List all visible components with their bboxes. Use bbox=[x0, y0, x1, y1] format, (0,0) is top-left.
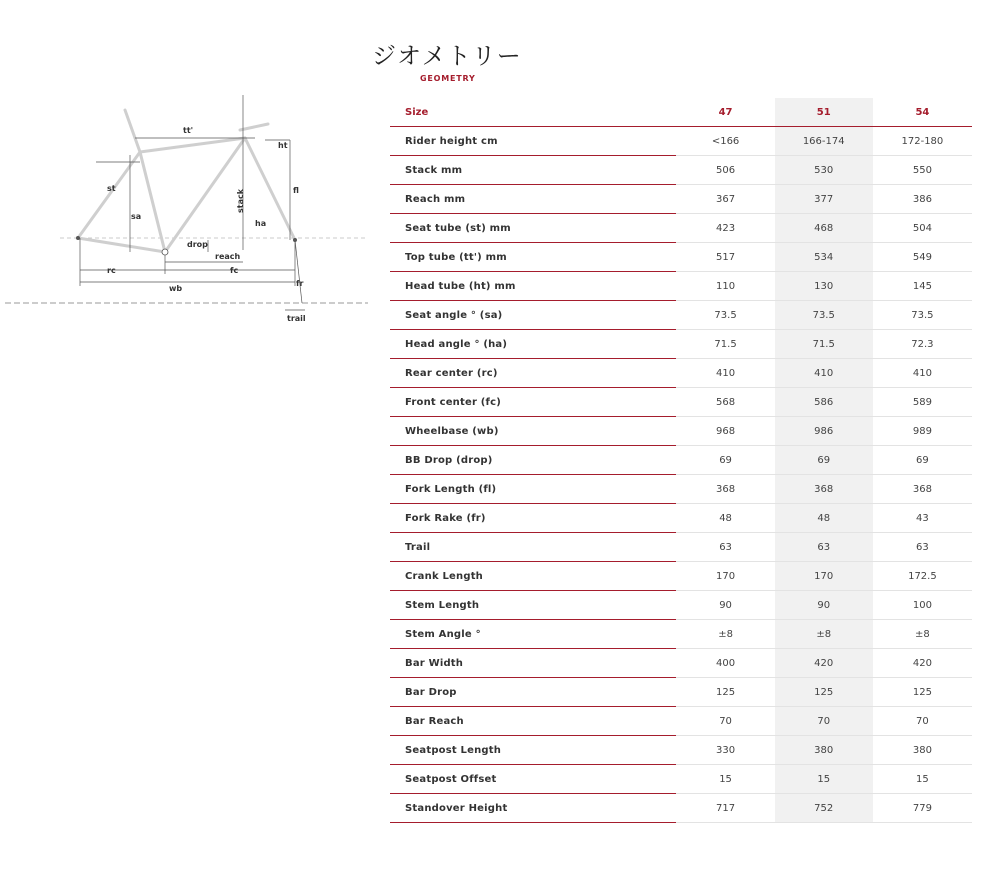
table-row bbox=[390, 214, 972, 243]
row-label: Bar Reach bbox=[390, 707, 676, 736]
size-column-header: 47 bbox=[676, 98, 774, 127]
label-reach: reach bbox=[215, 252, 241, 261]
row-value: 410 bbox=[873, 359, 972, 388]
row-value: 549 bbox=[873, 243, 972, 272]
row-value: 63 bbox=[676, 533, 774, 562]
row-label: Trail bbox=[390, 533, 676, 562]
geometry-table-body bbox=[390, 127, 972, 823]
size-column-header: 51 bbox=[775, 98, 873, 127]
bottom-bracket bbox=[162, 249, 168, 255]
table-row bbox=[390, 185, 972, 214]
row-value: 534 bbox=[775, 243, 873, 272]
row-value: 989 bbox=[873, 417, 972, 446]
row-value: 125 bbox=[873, 678, 972, 707]
row-value: 63 bbox=[775, 533, 873, 562]
row-value: 69 bbox=[775, 446, 873, 475]
table-row bbox=[390, 649, 972, 678]
row-value: 368 bbox=[775, 475, 873, 504]
table-row bbox=[390, 504, 972, 533]
label-ha: ha bbox=[255, 219, 267, 228]
label-fr: fr bbox=[296, 279, 304, 288]
row-label: Seatpost Length bbox=[390, 736, 676, 765]
row-value: 410 bbox=[676, 359, 774, 388]
table-row bbox=[390, 736, 972, 765]
row-value: ±8 bbox=[775, 620, 873, 649]
row-value: 530 bbox=[775, 156, 873, 185]
fr-dimension bbox=[295, 240, 302, 303]
table-row bbox=[390, 620, 972, 649]
row-value: 468 bbox=[775, 214, 873, 243]
label-fl: fl bbox=[293, 186, 299, 195]
table-row bbox=[390, 446, 972, 475]
geometry-table bbox=[390, 98, 972, 823]
row-value: 73.5 bbox=[873, 301, 972, 330]
table-row bbox=[390, 127, 972, 156]
row-value: 517 bbox=[676, 243, 774, 272]
table-row bbox=[390, 388, 972, 417]
row-value: ±8 bbox=[873, 620, 972, 649]
row-value: 172.5 bbox=[873, 562, 972, 591]
label-rc: rc bbox=[107, 266, 116, 275]
row-label: Head tube (ht) mm bbox=[390, 272, 676, 301]
row-value: ±8 bbox=[676, 620, 774, 649]
row-value: 73.5 bbox=[676, 301, 774, 330]
table-row bbox=[390, 301, 972, 330]
row-value: 400 bbox=[676, 649, 774, 678]
table-row bbox=[390, 156, 972, 185]
row-value: 70 bbox=[873, 707, 972, 736]
row-value: 72.3 bbox=[873, 330, 972, 359]
size-header: Size bbox=[390, 98, 676, 127]
row-label: Seat tube (st) mm bbox=[390, 214, 676, 243]
row-value: 15 bbox=[775, 765, 873, 794]
rear-axle bbox=[76, 236, 80, 240]
row-value: 125 bbox=[676, 678, 774, 707]
row-value: <166 bbox=[676, 127, 774, 156]
row-value: 90 bbox=[676, 591, 774, 620]
row-label: Fork Rake (fr) bbox=[390, 504, 676, 533]
table-row bbox=[390, 562, 972, 591]
row-label: Crank Length bbox=[390, 562, 676, 591]
row-label: Bar Drop bbox=[390, 678, 676, 707]
row-value: 968 bbox=[676, 417, 774, 446]
row-value: 380 bbox=[873, 736, 972, 765]
table-header-row bbox=[390, 98, 972, 127]
row-value: 752 bbox=[775, 794, 873, 823]
row-label: Head angle ° (ha) bbox=[390, 330, 676, 359]
row-value: 71.5 bbox=[775, 330, 873, 359]
row-value: 69 bbox=[676, 446, 774, 475]
row-value: 368 bbox=[873, 475, 972, 504]
row-value: 70 bbox=[676, 707, 774, 736]
label-sa: sa bbox=[131, 212, 142, 221]
label-fc: fc bbox=[230, 266, 239, 275]
row-label: Stem Length bbox=[390, 591, 676, 620]
row-label: Wheelbase (wb) bbox=[390, 417, 676, 446]
row-label: Bar Width bbox=[390, 649, 676, 678]
row-value: 423 bbox=[676, 214, 774, 243]
row-value: 589 bbox=[873, 388, 972, 417]
row-label: Fork Length (fl) bbox=[390, 475, 676, 504]
table-row bbox=[390, 359, 972, 388]
row-value: 90 bbox=[775, 591, 873, 620]
row-value: 166-174 bbox=[775, 127, 873, 156]
page-subtitle: GEOMETRY bbox=[420, 74, 476, 83]
row-value: 125 bbox=[775, 678, 873, 707]
row-value: 586 bbox=[775, 388, 873, 417]
row-value: 386 bbox=[873, 185, 972, 214]
row-value: 15 bbox=[676, 765, 774, 794]
table-row bbox=[390, 243, 972, 272]
row-value: 170 bbox=[775, 562, 873, 591]
row-value: 145 bbox=[873, 272, 972, 301]
row-value: 71.5 bbox=[676, 330, 774, 359]
table-row bbox=[390, 330, 972, 359]
row-value: 63 bbox=[873, 533, 972, 562]
label-ht: ht bbox=[278, 141, 288, 150]
row-value: 420 bbox=[873, 649, 972, 678]
table-row bbox=[390, 591, 972, 620]
row-value: 986 bbox=[775, 417, 873, 446]
frame-geometry-diagram bbox=[0, 95, 370, 335]
row-value: 550 bbox=[873, 156, 972, 185]
label-tt: tt' bbox=[183, 126, 194, 135]
row-value: 15 bbox=[873, 765, 972, 794]
row-value: 100 bbox=[873, 591, 972, 620]
table-row bbox=[390, 707, 972, 736]
row-value: 410 bbox=[775, 359, 873, 388]
row-label: Rear center (rc) bbox=[390, 359, 676, 388]
row-label: Seatpost Offset bbox=[390, 765, 676, 794]
row-value: 367 bbox=[676, 185, 774, 214]
label-trail: trail bbox=[287, 314, 306, 323]
row-value: 779 bbox=[873, 794, 972, 823]
row-value: 380 bbox=[775, 736, 873, 765]
size-column-header: 54 bbox=[873, 98, 972, 127]
row-label: Stack mm bbox=[390, 156, 676, 185]
front-axle bbox=[293, 238, 297, 242]
table-row bbox=[390, 678, 972, 707]
label-wb: wb bbox=[169, 284, 183, 293]
label-drop: drop bbox=[187, 240, 208, 249]
row-value: 110 bbox=[676, 272, 774, 301]
row-value: 69 bbox=[873, 446, 972, 475]
row-label: Front center (fc) bbox=[390, 388, 676, 417]
row-label: Reach mm bbox=[390, 185, 676, 214]
label-st: st bbox=[107, 184, 116, 193]
row-value: 368 bbox=[676, 475, 774, 504]
row-value: 717 bbox=[676, 794, 774, 823]
table-row bbox=[390, 765, 972, 794]
row-label: Top tube (tt') mm bbox=[390, 243, 676, 272]
row-label: BB Drop (drop) bbox=[390, 446, 676, 475]
table-row bbox=[390, 417, 972, 446]
table-row bbox=[390, 272, 972, 301]
row-value: 130 bbox=[775, 272, 873, 301]
row-value: 48 bbox=[676, 504, 774, 533]
label-stack: stack bbox=[236, 188, 245, 213]
row-value: 330 bbox=[676, 736, 774, 765]
row-label: Stem Angle ° bbox=[390, 620, 676, 649]
row-value: 377 bbox=[775, 185, 873, 214]
table-row bbox=[390, 794, 972, 823]
row-value: 43 bbox=[873, 504, 972, 533]
row-label: Seat angle ° (sa) bbox=[390, 301, 676, 330]
page-title: ジオメトリー bbox=[372, 42, 522, 70]
row-value: 73.5 bbox=[775, 301, 873, 330]
row-label: Rider height cm bbox=[390, 127, 676, 156]
row-value: 420 bbox=[775, 649, 873, 678]
row-label: Standover Height bbox=[390, 794, 676, 823]
table-row bbox=[390, 475, 972, 504]
row-value: 48 bbox=[775, 504, 873, 533]
row-value: 170 bbox=[676, 562, 774, 591]
row-value: 568 bbox=[676, 388, 774, 417]
row-value: 504 bbox=[873, 214, 972, 243]
row-value: 172-180 bbox=[873, 127, 972, 156]
table-row bbox=[390, 533, 972, 562]
row-value: 506 bbox=[676, 156, 774, 185]
row-value: 70 bbox=[775, 707, 873, 736]
